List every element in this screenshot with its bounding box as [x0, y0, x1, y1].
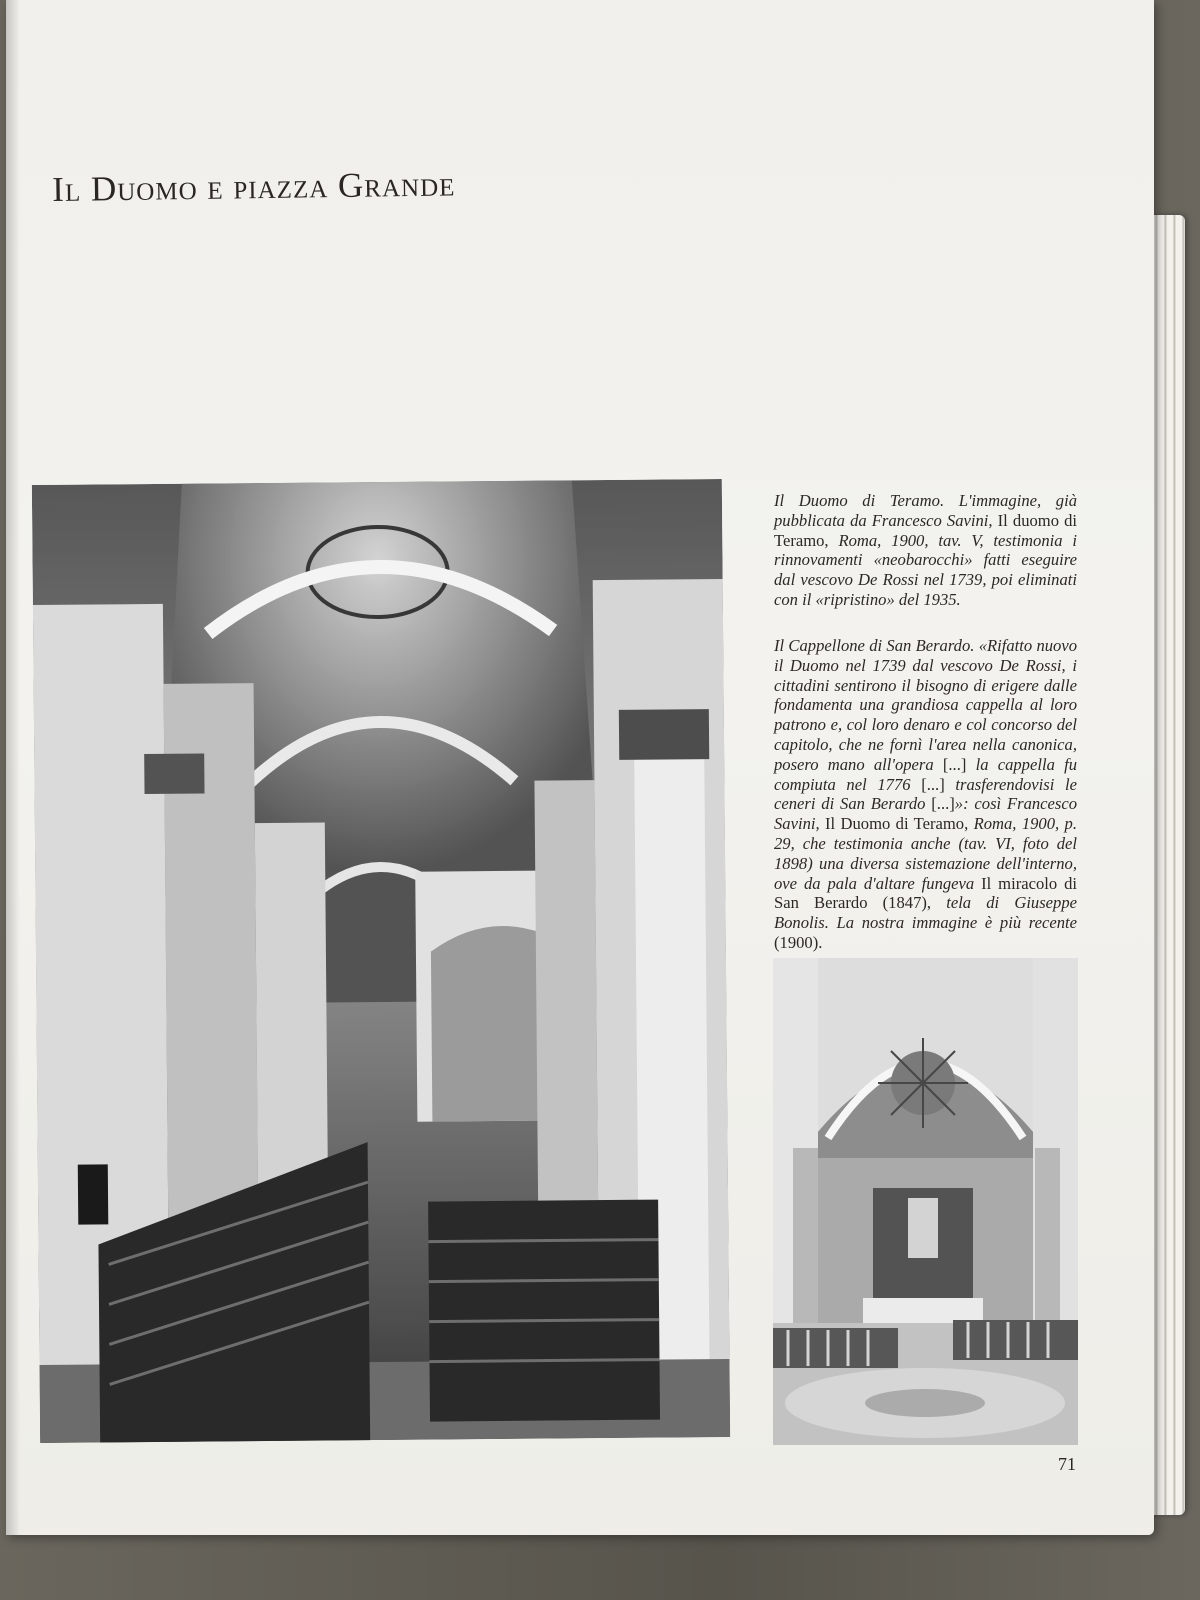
caption-cappellone-text: tela di Giuseppe Bonolis. La nostra immagine è più recente	[774, 893, 1078, 933]
page-number: 71	[1058, 1454, 1076, 1474]
photo-cappellone	[773, 958, 1078, 1445]
caption-cappellone-text: Roma, 1900, p. 29, che testimonia anche (tav. VI, foto del 1898) una diversa sistemazione dell'interno, ove da pala d'altare fungeva	[774, 814, 1077, 893]
caption-duomo	[774, 491, 1077, 610]
caption-cappellone-painting-title: Il miracolo di San Berardo	[774, 873, 1077, 913]
caption-duomo-text: Il Duomo di Teramo. L'immagine, già pubblicata da Francesco Savini,	[774, 491, 1077, 530]
caption-cappellone-year: (1847),	[867, 893, 947, 913]
nave-illustration	[32, 479, 730, 1443]
page-title: Il Duomo e piazza Grande	[52, 164, 456, 209]
caption-cappellone-text: trasferendovisi le ceneri di San Berardo	[774, 774, 1077, 814]
caption-cappellone-book-title: Il Duomo di Teramo,	[825, 814, 974, 834]
caption-ellipsis: [...]	[942, 754, 967, 774]
caption-cappellone	[774, 636, 1077, 953]
caption-cappellone-text: Il Cappellone di San Berardo. «Rifatto nuovo il Duomo nel 1739 dal vescovo De Rossi, i cittadini sentirono il bisogno di erigere dalle fondamenta una grandiosa cappella al loro patrono e, col loro denaro e col concorso del capitolo, che ne fornì l'area nella canonica, posero mano all'opera	[774, 636, 1077, 774]
cappellone-illustration	[773, 958, 1078, 1445]
caption-duomo-text-end: Roma, 1900, tav. V, testimonia i rinnovamenti «neobarocchi» fatti eseguire dal vescovo De Rossi nel 1739, poi eliminati con il «ripristino» del 1935.	[774, 530, 1078, 609]
photo-duomo-nave	[32, 479, 730, 1443]
caption-cappellone-year-end: (1900).	[774, 932, 823, 952]
caption-cappellone-text: »: così Francesco Savini,	[774, 794, 1078, 834]
caption-duomo-book-title: Il duomo di Teramo,	[774, 510, 1078, 550]
caption-cappellone-text: la cappella fu compiuta nel 1776	[774, 754, 1077, 794]
caption-ellipsis: [...]	[921, 774, 945, 794]
caption-ellipsis: [...]	[931, 794, 955, 814]
book-page	[6, 0, 1154, 1535]
